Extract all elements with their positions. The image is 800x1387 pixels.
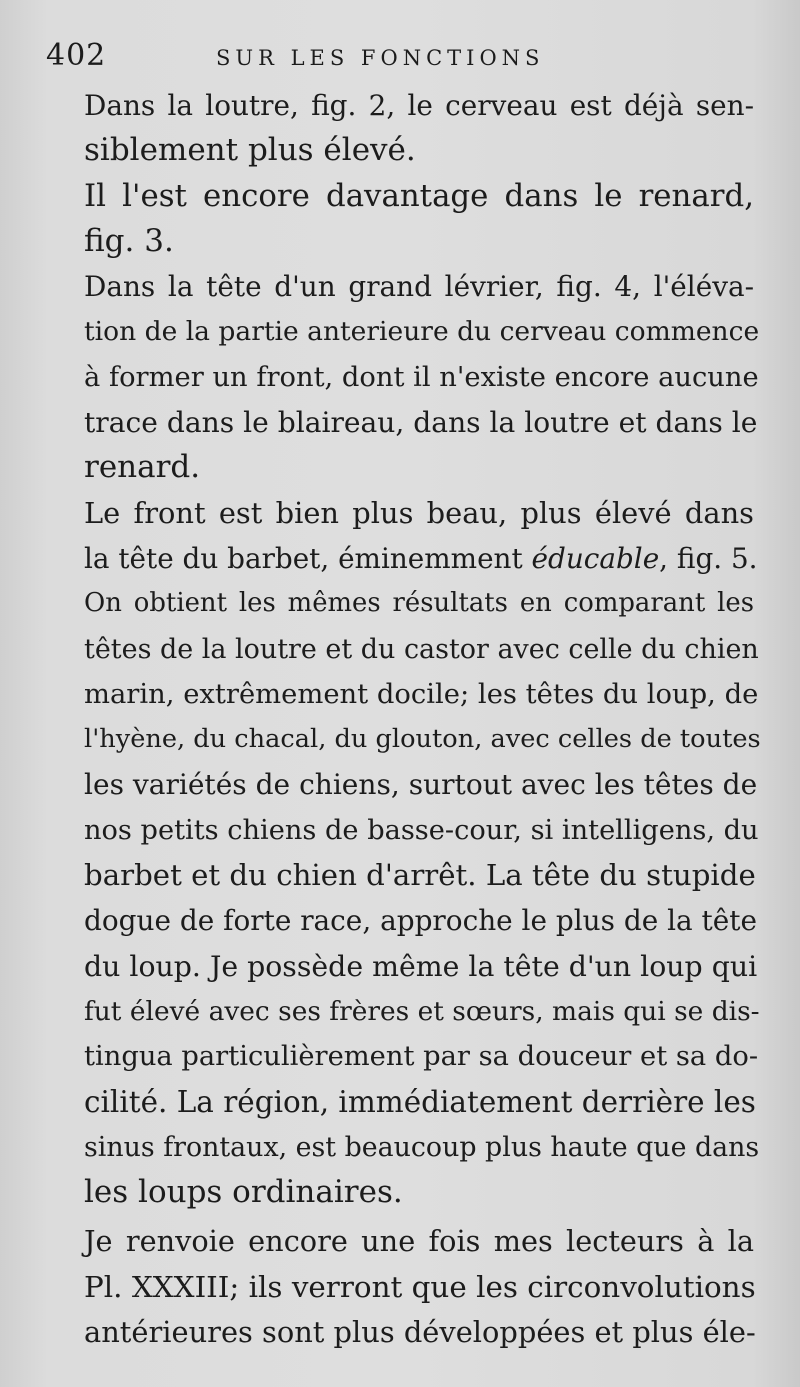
text-line: à former un front, dont il n'existe encore aucune [84, 361, 759, 393]
text-line: têtes de la loutre et du castor avec celle du chien [84, 633, 759, 665]
text-line: Dans la loutre, fig. 2, le cerveau est déjà sen- [84, 89, 754, 122]
text-line: les loups ordinaires. [84, 1174, 403, 1211]
page-header [46, 38, 754, 78]
text-line: fut élevé avec ses frères et sœurs, mais qui se dis- [84, 995, 760, 1027]
text-line: tingua particulièrement par sa douceur et sa do- [84, 1041, 759, 1073]
text-line: Pl. XXXIII; ils verront que les circonvolutions [84, 1269, 756, 1304]
paragraph-6 [46, 1219, 754, 1355]
text-line: Il l'est encore davantage dans le renard, [84, 177, 754, 214]
text-line: fig. 3. [84, 222, 174, 259]
text-line: Je renvoie encore une fois mes lecteurs à la [84, 1224, 754, 1259]
text-line: antérieures sont plus développées et plus éle- [84, 1315, 756, 1350]
text-line: On obtient les mêmes résultats en comparant les [84, 588, 754, 619]
page-number: 402 [46, 38, 107, 73]
text-line: Dans la tête d'un grand lévrier, fig. 4, l'éléva- [84, 270, 754, 304]
text-line: siblement plus élevé. [84, 132, 416, 169]
italic-word: éducable [531, 541, 660, 575]
text-line: les variétés de chiens, surtout avec les têtes de [84, 768, 758, 802]
text-line: trace dans le blaireau, dans la loutre et dans le [84, 406, 758, 440]
text-line [46, 536, 758, 581]
running-head: SUR LES FONCTIONS [216, 46, 545, 70]
paragraph-1 [46, 83, 754, 174]
text-line: du loup. Je possède même la tête d'un loup qui [84, 949, 758, 983]
text-line: dogue de forte race, approche le plus de la tête [84, 904, 757, 938]
text-line: marin, extrêmement docile; les têtes du loup, de [84, 678, 759, 710]
text-segment: , fig. 5. [659, 541, 758, 575]
text-segment: la tête du barbet, éminemment [84, 541, 532, 575]
text-line: l'hyène, du chacal, du glouton, avec celles de toutes [84, 724, 761, 755]
text-line: Le front est bien plus beau, plus élevé dans [84, 495, 754, 530]
paragraph-2 [46, 174, 754, 265]
paragraph-3 [46, 264, 760, 490]
text-line: sinus frontaux, est beaucoup plus haute que dans [84, 1131, 760, 1163]
text-line: renard. [84, 449, 201, 486]
text-line: nos petits chiens de basse-cour, si intelligens, du [84, 814, 759, 846]
paragraph-4 [46, 491, 758, 582]
paragraph-5 [46, 581, 761, 1215]
body-text [46, 83, 761, 1355]
text-line: barbet et du chien d'arrêt. La tête du stupide [84, 858, 756, 893]
text-line: tion de la partie anterieure du cerveau commence [84, 316, 760, 348]
text-line: cilité. La région, immédiatement derrière les [84, 1084, 756, 1119]
